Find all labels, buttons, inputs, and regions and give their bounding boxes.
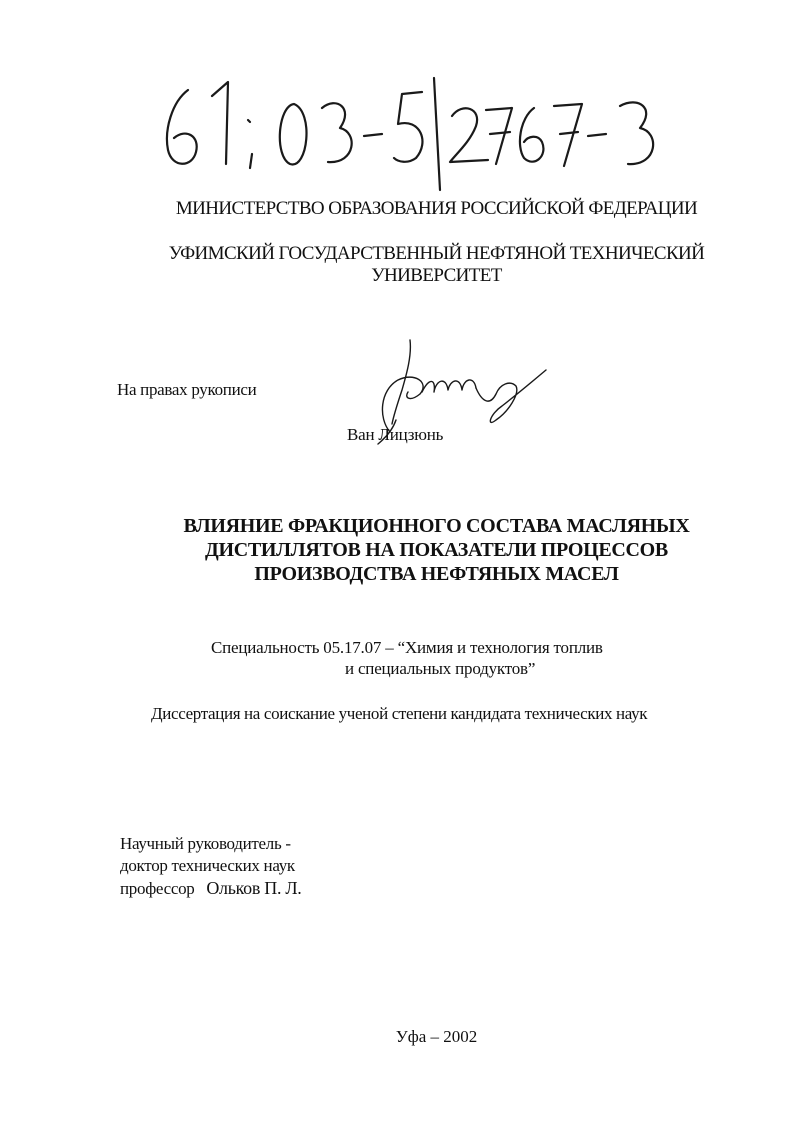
advisor-name: Ольков П. Л. (206, 878, 302, 898)
advisor-title-line (120, 877, 301, 900)
advisor-role: Научный руководитель - (120, 834, 291, 853)
scientific-advisor-block (120, 833, 301, 900)
title-line-2: ДИСТИЛЛЯТОВ НА ПОКАЗАТЕЛИ ПРОЦЕССОВ (205, 539, 668, 561)
dissertation-title (40, 514, 793, 586)
manuscript-rights-label: На правах рукописи (117, 380, 257, 399)
specialty-line-2: и специальных продуктов” (345, 659, 536, 678)
advisor-title: профессор (120, 879, 195, 898)
specialty-line-1: Специальность 05.17.07 – “Химия и технология топлив (211, 638, 603, 657)
university-line-1: УФИМСКИЙ ГОСУДАРСТВЕННЫЙ НЕФТЯНОЙ ТЕХНИЧЕСКИЙ (168, 243, 705, 264)
title-line-1: ВЛИЯНИЕ ФРАКЦИОННОГО СОСТАВА МАСЛЯНЫХ (183, 515, 690, 537)
handwritten-catalog-number (150, 72, 690, 192)
advisor-degree: доктор технических наук (120, 856, 295, 875)
title-line-3: ПРОИЗВОДСТВА НЕФТЯНЫХ МАСЕЛ (254, 563, 619, 585)
city-year: Уфа – 2002 (395, 1027, 478, 1046)
university-line-2: УНИВЕРСИТЕТ (371, 265, 502, 286)
dissertation-degree: Диссертация на соискание ученой степени кандидата технических наук (151, 704, 648, 723)
author-name: Ван Лицзюнь (347, 425, 444, 444)
university-heading (40, 243, 793, 287)
ministry-heading: МИНИСТЕРСТВО ОБРАЗОВАНИЯ РОССИЙСКОЙ ФЕДЕРАЦИИ (175, 198, 698, 219)
